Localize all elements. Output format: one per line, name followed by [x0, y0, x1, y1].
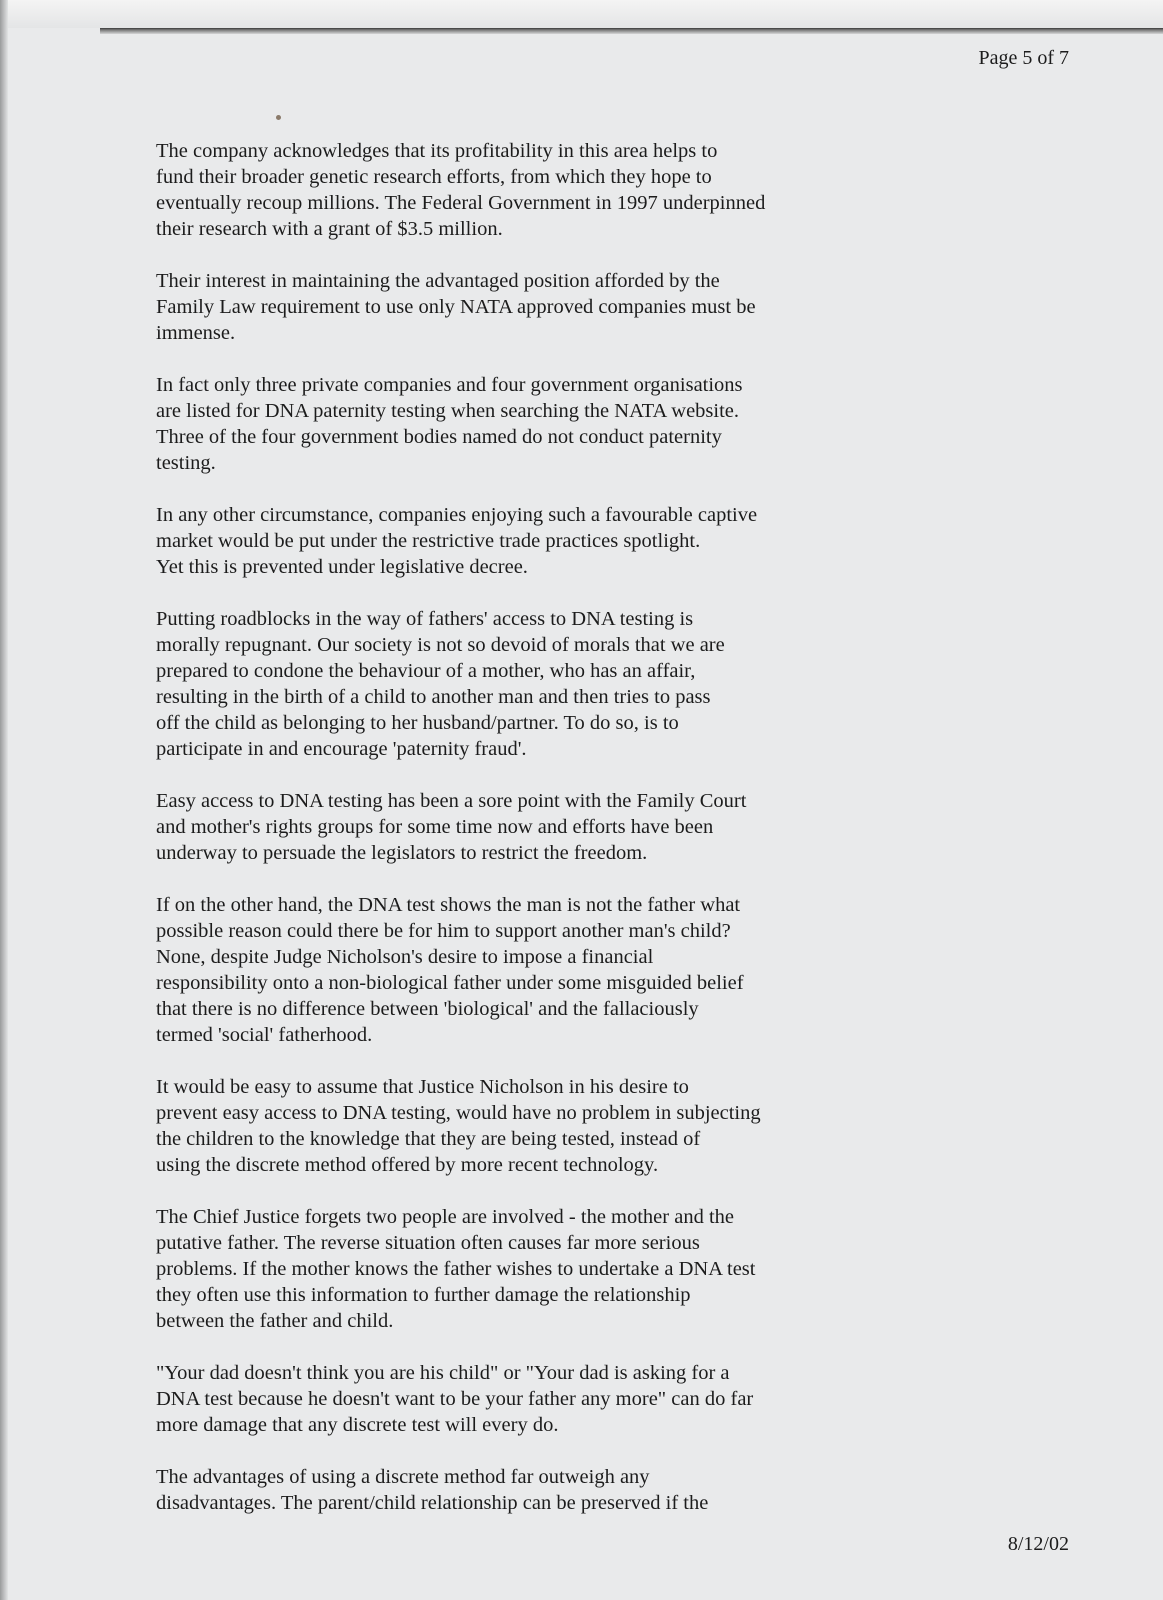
ink-speck: [276, 115, 281, 120]
scan-top-strip: [0, 0, 1163, 28]
footer-date: 8/12/02: [1007, 1533, 1069, 1555]
scan-left-edge: [0, 0, 8, 1600]
paragraph-6: Easy access to DNA testing has been a sore point with the Family Court and mother's rights groups for some time now and efforts have been underway to persuade the legislators to restrict the freedom.: [156, 790, 747, 864]
paragraph-5: Putting roadblocks in the way of fathers' access to DNA testing is morally repugnant. Our society is not so devoid of morals that we are prepared to condone the behaviour of a mother, who has an affair, resulting in the birth of a child to another man and then tries to pass off the child as belonging to her husband/partner. To do so, is to participate in and encourage 'paternity fraud'.: [156, 608, 725, 760]
page-number: Page 5 of 7: [978, 47, 1069, 69]
paragraph-3: In fact only three private companies and four government organisations are listed for DNA paternity testing when searching the NATA website. Three of the four government bodies named do not conduct paternity testing.: [156, 374, 743, 474]
paragraph-7: If on the other hand, the DNA test shows the man is not the father what possible reason could there be for him to support another man's child? None, despite Judge Nicholson's desire to impose a financial responsibility onto a non-biological father under some misguided belief that there is no difference between 'biological' and the fallaciously termed 'social' fatherhood.: [156, 894, 744, 1046]
paragraph-2: Their interest in maintaining the advantaged position afforded by the Family Law requirement to use only NATA approved companies must be immense.: [156, 270, 756, 344]
paragraph-8: It would be easy to assume that Justice Nicholson in his desire to prevent easy access to DNA testing, would have no problem in subjecting the children to the knowledge that they are being tested, instead of using the discrete method offered by more recent technology.: [156, 1076, 761, 1176]
paragraph-10: "Your dad doesn't think you are his child" or "Your dad is asking for a DNA test because he doesn't want to be your father any more" can do far more damage that any discrete test will every do.: [156, 1362, 754, 1436]
document-body: [156, 138, 846, 1542]
paragraph-11: The advantages of using a discrete method far outweigh any disadvantages. The parent/child relationship can be preserved if the: [156, 1466, 709, 1514]
paragraph-9: The Chief Justice forgets two people are involved - the mother and the putative father. The reverse situation often causes far more serious problems. If the mother knows the father wishes to undertake a DNA test they often use this information to further damage the relationship between the father and child.: [156, 1206, 756, 1332]
paragraph-4: In any other circumstance, companies enjoying such a favourable captive market would be put under the restrictive trade practices spotlight. Yet this is prevented under legislative decree.: [156, 504, 758, 578]
scan-top-edge: [100, 28, 1163, 34]
paragraph-1: The company acknowledges that its profitability in this area helps to fund their broader genetic research efforts, from which they hope to eventually recoup millions. The Federal Government in 1997 underpinned their research with a grant of $3.5 million.: [156, 140, 766, 240]
